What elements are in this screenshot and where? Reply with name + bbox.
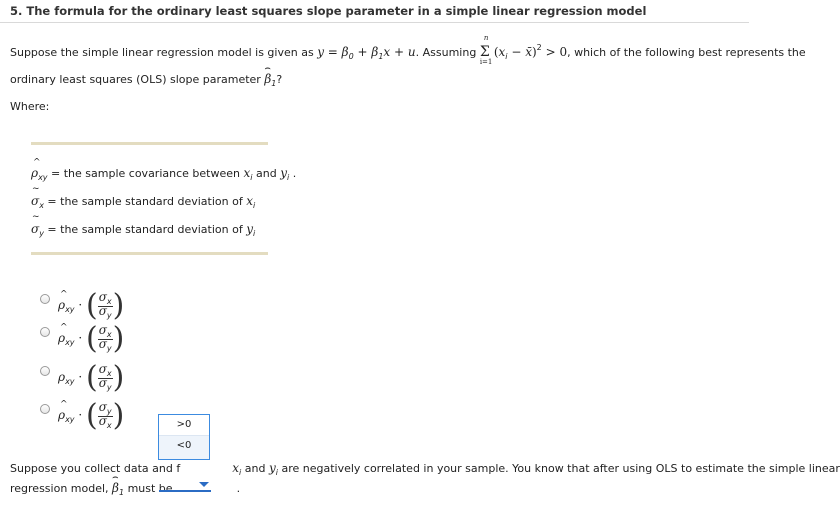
radio-button[interactable] (40, 404, 50, 414)
question-header (0, 0, 749, 23)
intro-line: Suppose the simple linear regression model is given as $y = \beta_0 + \beta_1x + u$. Assuming n Σ i=1 ($x_i$ − x̄)$^2$ > 0, which of the following best represents the (10, 34, 806, 66)
followup-line-1: Suppose you collect data and f $x_i$ and $y_i$ are negatively correlated in your sample. You know that after using OLS to estimate the simple linear (10, 461, 840, 477)
sign-dropdown-menu[interactable] (158, 414, 210, 460)
beta1-hat: ⌢ β (264, 72, 271, 86)
sign-dropdown-field[interactable] (159, 482, 211, 492)
radio-button[interactable] (40, 327, 50, 337)
question-title: 5. The formula for the ordinary least squares slope parameter in a simple linear regression model (10, 4, 647, 18)
definition-rho: ^ $\rho_{xy}$ = the sample covariance between $x_i$ and $y_i$ . (31, 166, 296, 182)
model-equation: y (317, 45, 324, 59)
radio-button[interactable] (40, 366, 50, 376)
followup-line-2: regression model, ⌢ $\beta_1$ must be . (10, 481, 240, 497)
where-label: Where: (10, 100, 50, 113)
dropdown-option-positive[interactable]: >0 (159, 415, 209, 436)
chevron-down-icon[interactable] (199, 482, 209, 487)
divider-top (31, 142, 268, 145)
dropdown-option-negative[interactable]: <0 (176, 440, 192, 451)
definition-sigma-x: ~ $\sigma_x$ = the sample standard deviation of $x_i$ (31, 194, 255, 210)
definition-sigma-y: ~ $\sigma_y$ = the sample standard deviation of $y_i$ (31, 222, 255, 238)
intro-line-2: ordinary least squares (OLS) slope parameter ⌢ $\beta_1$? (10, 72, 282, 88)
radio-button[interactable] (40, 294, 50, 304)
divider-bottom (31, 252, 268, 255)
summation-symbol: n Σ i=1 (479, 34, 493, 66)
